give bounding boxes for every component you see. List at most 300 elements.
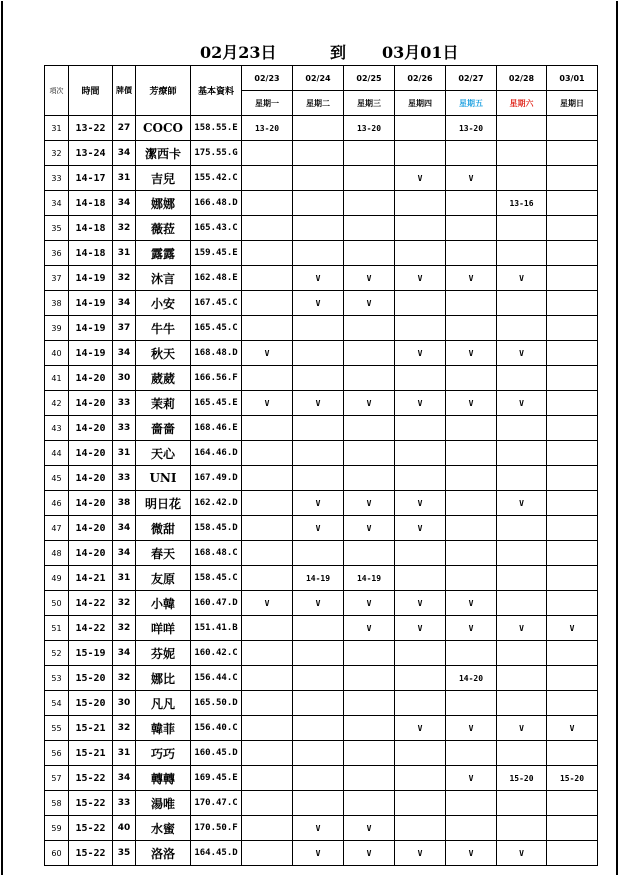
row-index: 60 [45, 841, 69, 866]
row-basic-info: 166.56.F [191, 366, 242, 391]
col-header-info: 基本資料 [191, 66, 242, 116]
row-basic-info: 156.40.C [191, 716, 242, 741]
start-date: 02月23日 [200, 43, 277, 62]
row-basic-info: 165.43.C [191, 216, 242, 241]
row-price: 32 [113, 266, 136, 291]
schedule-cell [242, 291, 293, 316]
row-time: 14-18 [69, 216, 113, 241]
schedule-cell [293, 191, 344, 216]
table-row [45, 541, 598, 566]
row-basic-info: 165.45.C [191, 316, 242, 341]
schedule-cell [293, 141, 344, 166]
table-row [45, 116, 598, 141]
row-index: 59 [45, 816, 69, 841]
schedule-cell [446, 541, 497, 566]
schedule-cell [242, 316, 293, 341]
row-basic-info: 170.47.C [191, 791, 242, 816]
row-basic-info: 175.55.G [191, 141, 242, 166]
row-time: 15-21 [69, 716, 113, 741]
schedule-cell [497, 116, 547, 141]
schedule-cell [395, 116, 446, 141]
schedule-cell [497, 141, 547, 166]
schedule-cell: V [344, 841, 395, 866]
schedule-cell: V [395, 341, 446, 366]
schedule-cell [242, 716, 293, 741]
row-index: 32 [45, 141, 69, 166]
schedule-cell: 13-20 [344, 116, 395, 141]
row-time: 14-22 [69, 591, 113, 616]
row-therapist-name: 嗇嗇 [136, 416, 191, 441]
schedule-cell: V [344, 516, 395, 541]
schedule-cell: V [293, 266, 344, 291]
schedule-cell [547, 816, 598, 841]
table-row [45, 366, 598, 391]
row-therapist-name: 咩咩 [136, 616, 191, 641]
row-therapist-name: 洛洛 [136, 841, 191, 866]
row-basic-info: 155.42.C [191, 166, 242, 191]
row-basic-info: 160.47.D [191, 591, 242, 616]
schedule-cell: V [293, 591, 344, 616]
schedule-cell [344, 216, 395, 241]
table-row [45, 341, 598, 366]
row-index: 34 [45, 191, 69, 216]
schedule-cell: V [547, 616, 598, 641]
schedule-cell: V [547, 716, 598, 741]
row-index: 46 [45, 491, 69, 516]
schedule-cell: V [395, 391, 446, 416]
row-therapist-name: 水蜜 [136, 816, 191, 841]
schedule-cell [446, 416, 497, 441]
row-price: 34 [113, 766, 136, 791]
schedule-cell [497, 541, 547, 566]
row-index: 33 [45, 166, 69, 191]
schedule-cell [547, 691, 598, 716]
schedule-cell [497, 316, 547, 341]
schedule-cell [497, 441, 547, 466]
day-date-header: 02/23 [242, 66, 293, 91]
row-basic-info: 164.45.D [191, 841, 242, 866]
row-time: 13-22 [69, 116, 113, 141]
schedule-cell: 14-19 [293, 566, 344, 591]
row-time: 14-21 [69, 566, 113, 591]
table-row [45, 816, 598, 841]
schedule-cell: V [344, 816, 395, 841]
row-time: 14-20 [69, 491, 113, 516]
schedule-cell: V [395, 616, 446, 641]
row-price: 30 [113, 691, 136, 716]
row-time: 14-20 [69, 366, 113, 391]
schedule-cell [344, 716, 395, 741]
row-therapist-name: 露露 [136, 241, 191, 266]
row-index: 52 [45, 641, 69, 666]
row-index: 47 [45, 516, 69, 541]
schedule-cell [497, 366, 547, 391]
schedule-cell: V [344, 391, 395, 416]
row-price: 34 [113, 191, 136, 216]
schedule-cell [344, 641, 395, 666]
schedule-cell: V [497, 841, 547, 866]
schedule-cell: V [395, 266, 446, 291]
schedule-cell [446, 566, 497, 591]
row-therapist-name: 秋天 [136, 341, 191, 366]
schedule-cell: V [446, 266, 497, 291]
day-date-header: 03/01 [547, 66, 598, 91]
row-index: 35 [45, 216, 69, 241]
row-index: 36 [45, 241, 69, 266]
row-price: 38 [113, 491, 136, 516]
schedule-cell [242, 416, 293, 441]
table-row [45, 641, 598, 666]
row-price: 34 [113, 141, 136, 166]
schedule-cell [242, 491, 293, 516]
schedule-cell [446, 791, 497, 816]
day-weekday-header: 星期五 [446, 91, 497, 116]
row-therapist-name: 小安 [136, 291, 191, 316]
schedule-cell [395, 466, 446, 491]
schedule-cell [497, 666, 547, 691]
table-row [45, 841, 598, 866]
row-price: 34 [113, 541, 136, 566]
row-time: 15-21 [69, 741, 113, 766]
schedule-cell [242, 191, 293, 216]
schedule-cell: V [446, 766, 497, 791]
schedule-cell [395, 366, 446, 391]
schedule-cell [547, 641, 598, 666]
row-basic-info: 162.48.E [191, 266, 242, 291]
row-index: 43 [45, 416, 69, 441]
schedule-cell [497, 791, 547, 816]
schedule-cell [344, 166, 395, 191]
schedule-cell [547, 441, 598, 466]
day-weekday-header: 星期一 [242, 91, 293, 116]
schedule-cell [344, 741, 395, 766]
row-index: 53 [45, 666, 69, 691]
schedule-cell [242, 516, 293, 541]
schedule-cell [547, 516, 598, 541]
schedule-cell [242, 541, 293, 566]
table-row [45, 416, 598, 441]
schedule-cell [242, 466, 293, 491]
schedule-cell [344, 541, 395, 566]
schedule-cell [395, 441, 446, 466]
row-basic-info: 166.48.D [191, 191, 242, 216]
schedule-cell [446, 491, 497, 516]
schedule-cell: V [293, 816, 344, 841]
schedule-cell [293, 666, 344, 691]
row-basic-info: 158.55.E [191, 116, 242, 141]
schedule-cell [242, 241, 293, 266]
row-index: 50 [45, 591, 69, 616]
schedule-cell [547, 141, 598, 166]
schedule-cell [497, 591, 547, 616]
row-therapist-name: 友原 [136, 566, 191, 591]
row-index: 58 [45, 791, 69, 816]
schedule-cell [395, 641, 446, 666]
schedule-cell [497, 466, 547, 491]
schedule-cell [395, 241, 446, 266]
row-time: 14-20 [69, 391, 113, 416]
schedule-cell [547, 791, 598, 816]
schedule-cell [446, 641, 497, 666]
row-therapist-name: 轉轉 [136, 766, 191, 791]
row-index: 55 [45, 716, 69, 741]
header-row-dates [45, 66, 598, 91]
end-date: 03月01日 [382, 43, 459, 62]
row-basic-info: 165.50.D [191, 691, 242, 716]
schedule-cell: V [497, 391, 547, 416]
table-row [45, 766, 598, 791]
day-weekday-header: 星期日 [547, 91, 598, 116]
schedule-cell [293, 341, 344, 366]
schedule-cell: V [344, 616, 395, 641]
col-header-time: 時間 [69, 66, 113, 116]
schedule-cell [242, 216, 293, 241]
schedule-cell [497, 291, 547, 316]
schedule-cell [344, 666, 395, 691]
schedule-cell [547, 316, 598, 341]
row-price: 32 [113, 616, 136, 641]
row-therapist-name: 巧巧 [136, 741, 191, 766]
schedule-cell: V [446, 166, 497, 191]
col-header-therapist: 芳療師 [136, 66, 191, 116]
row-index: 51 [45, 616, 69, 641]
schedule-cell [547, 266, 598, 291]
table-row [45, 291, 598, 316]
row-price: 35 [113, 841, 136, 866]
schedule-cell [242, 741, 293, 766]
col-header-idx: 項次 [45, 66, 69, 116]
row-price: 34 [113, 641, 136, 666]
row-time: 13-24 [69, 141, 113, 166]
row-index: 39 [45, 316, 69, 341]
row-price: 27 [113, 116, 136, 141]
row-index: 57 [45, 766, 69, 791]
row-basic-info: 160.45.D [191, 741, 242, 766]
col-header-price: 牌價 [113, 66, 136, 116]
day-date-header: 02/27 [446, 66, 497, 91]
schedule-cell [547, 416, 598, 441]
row-basic-info: 167.49.D [191, 466, 242, 491]
row-therapist-name: 湯唯 [136, 791, 191, 816]
row-time: 14-19 [69, 341, 113, 366]
row-price: 34 [113, 516, 136, 541]
schedule-cell: V [395, 166, 446, 191]
schedule-cell [293, 691, 344, 716]
day-weekday-header: 星期四 [395, 91, 446, 116]
schedule-cell [344, 416, 395, 441]
row-price: 33 [113, 791, 136, 816]
schedule-cell [344, 441, 395, 466]
row-basic-info: 167.45.C [191, 291, 242, 316]
schedule-cell [446, 816, 497, 841]
schedule-cell: V [395, 491, 446, 516]
schedule-cell [547, 391, 598, 416]
row-time: 15-20 [69, 691, 113, 716]
row-price: 31 [113, 166, 136, 191]
schedule-cell [344, 766, 395, 791]
schedule-cell [547, 216, 598, 241]
row-therapist-name: 娜娜 [136, 191, 191, 216]
row-therapist-name: 牛牛 [136, 316, 191, 341]
schedule-cell: V [446, 341, 497, 366]
schedule-cell [395, 291, 446, 316]
schedule-cell: V [293, 291, 344, 316]
schedule-cell: V [395, 716, 446, 741]
schedule-cell [446, 516, 497, 541]
schedule-cell [395, 666, 446, 691]
schedule-cell [242, 616, 293, 641]
row-time: 14-20 [69, 466, 113, 491]
table-row [45, 191, 598, 216]
row-basic-info: 165.45.E [191, 391, 242, 416]
schedule-cell: V [395, 591, 446, 616]
row-time: 14-22 [69, 616, 113, 641]
row-basic-info: 170.50.F [191, 816, 242, 841]
row-basic-info: 160.42.C [191, 641, 242, 666]
row-therapist-name: 薇菈 [136, 216, 191, 241]
row-therapist-name: 沐言 [136, 266, 191, 291]
table-row [45, 266, 598, 291]
row-time: 14-20 [69, 541, 113, 566]
day-date-header: 02/25 [344, 66, 395, 91]
schedule-cell: 13-16 [497, 191, 547, 216]
table-row [45, 616, 598, 641]
table-row [45, 691, 598, 716]
schedule-cell: V [242, 591, 293, 616]
row-index: 37 [45, 266, 69, 291]
schedule-cell [293, 716, 344, 741]
schedule-cell [446, 441, 497, 466]
schedule-cell [547, 541, 598, 566]
row-basic-info: 162.42.D [191, 491, 242, 516]
row-therapist-name: 韓菲 [136, 716, 191, 741]
schedule-cell [344, 141, 395, 166]
row-time: 15-22 [69, 816, 113, 841]
schedule-cell: V [446, 391, 497, 416]
day-weekday-header: 星期二 [293, 91, 344, 116]
schedule-cell [242, 266, 293, 291]
schedule-cell [293, 441, 344, 466]
schedule-cell [497, 241, 547, 266]
schedule-cell [547, 741, 598, 766]
table-row [45, 166, 598, 191]
schedule-cell [293, 616, 344, 641]
schedule-cell [293, 741, 344, 766]
schedule-cell [446, 291, 497, 316]
row-time: 15-22 [69, 766, 113, 791]
schedule-cell: V [497, 716, 547, 741]
schedule-cell [293, 541, 344, 566]
schedule-cell [547, 591, 598, 616]
schedule-cell [293, 641, 344, 666]
row-time: 14-18 [69, 241, 113, 266]
row-price: 31 [113, 441, 136, 466]
schedule-cell [547, 491, 598, 516]
schedule-cell [446, 241, 497, 266]
schedule-cell: 13-20 [242, 116, 293, 141]
row-time: 14-20 [69, 416, 113, 441]
schedule-cell: V [497, 341, 547, 366]
table-row [45, 566, 598, 591]
table-row [45, 791, 598, 816]
schedule-cell: V [497, 266, 547, 291]
schedule-cell [293, 116, 344, 141]
schedule-cell [395, 416, 446, 441]
schedule-cell: 15-20 [497, 766, 547, 791]
row-therapist-name: 凡凡 [136, 691, 191, 716]
schedule-cell [293, 791, 344, 816]
schedule-cell [497, 691, 547, 716]
schedule-cell [547, 366, 598, 391]
schedule-cell [446, 191, 497, 216]
schedule-cell: V [446, 616, 497, 641]
row-time: 15-20 [69, 666, 113, 691]
row-basic-info: 156.44.C [191, 666, 242, 691]
schedule-cell [395, 766, 446, 791]
table-row [45, 666, 598, 691]
day-date-header: 02/28 [497, 66, 547, 91]
table-row [45, 391, 598, 416]
schedule-cell: V [293, 491, 344, 516]
row-index: 48 [45, 541, 69, 566]
schedule-cell: 14-19 [344, 566, 395, 591]
row-time: 14-20 [69, 441, 113, 466]
day-date-header: 02/26 [395, 66, 446, 91]
schedule-cell [344, 791, 395, 816]
schedule-cell [395, 216, 446, 241]
schedule-cell: V [344, 291, 395, 316]
row-index: 38 [45, 291, 69, 316]
table-row [45, 466, 598, 491]
schedule-cell [293, 241, 344, 266]
day-weekday-header: 星期六 [497, 91, 547, 116]
row-basic-info: 159.45.E [191, 241, 242, 266]
schedule-cell [242, 641, 293, 666]
row-price: 32 [113, 591, 136, 616]
schedule-cell [395, 741, 446, 766]
schedule-cell [547, 291, 598, 316]
row-therapist-name: 茉莉 [136, 391, 191, 416]
row-therapist-name: COCO [136, 116, 191, 141]
schedule-cell [344, 191, 395, 216]
schedule-cell: V [293, 841, 344, 866]
schedule-cell: 14-20 [446, 666, 497, 691]
schedule-cell [547, 666, 598, 691]
schedule-cell: V [344, 491, 395, 516]
row-time: 14-17 [69, 166, 113, 191]
schedule-cell [395, 566, 446, 591]
schedule-cell: V [497, 491, 547, 516]
schedule-cell [344, 691, 395, 716]
row-price: 31 [113, 566, 136, 591]
row-therapist-name: 吉兒 [136, 166, 191, 191]
schedule-cell [242, 816, 293, 841]
row-basic-info: 168.46.E [191, 416, 242, 441]
schedule-cell: V [446, 591, 497, 616]
schedule-cell [242, 166, 293, 191]
schedule-cell [293, 416, 344, 441]
schedule-cell [497, 216, 547, 241]
row-time: 14-18 [69, 191, 113, 216]
schedule-cell [395, 141, 446, 166]
table-row [45, 141, 598, 166]
row-price: 32 [113, 716, 136, 741]
row-price: 31 [113, 741, 136, 766]
schedule-cell [395, 316, 446, 341]
schedule-cell [242, 691, 293, 716]
schedule-cell: 15-20 [547, 766, 598, 791]
schedule-cell [446, 316, 497, 341]
